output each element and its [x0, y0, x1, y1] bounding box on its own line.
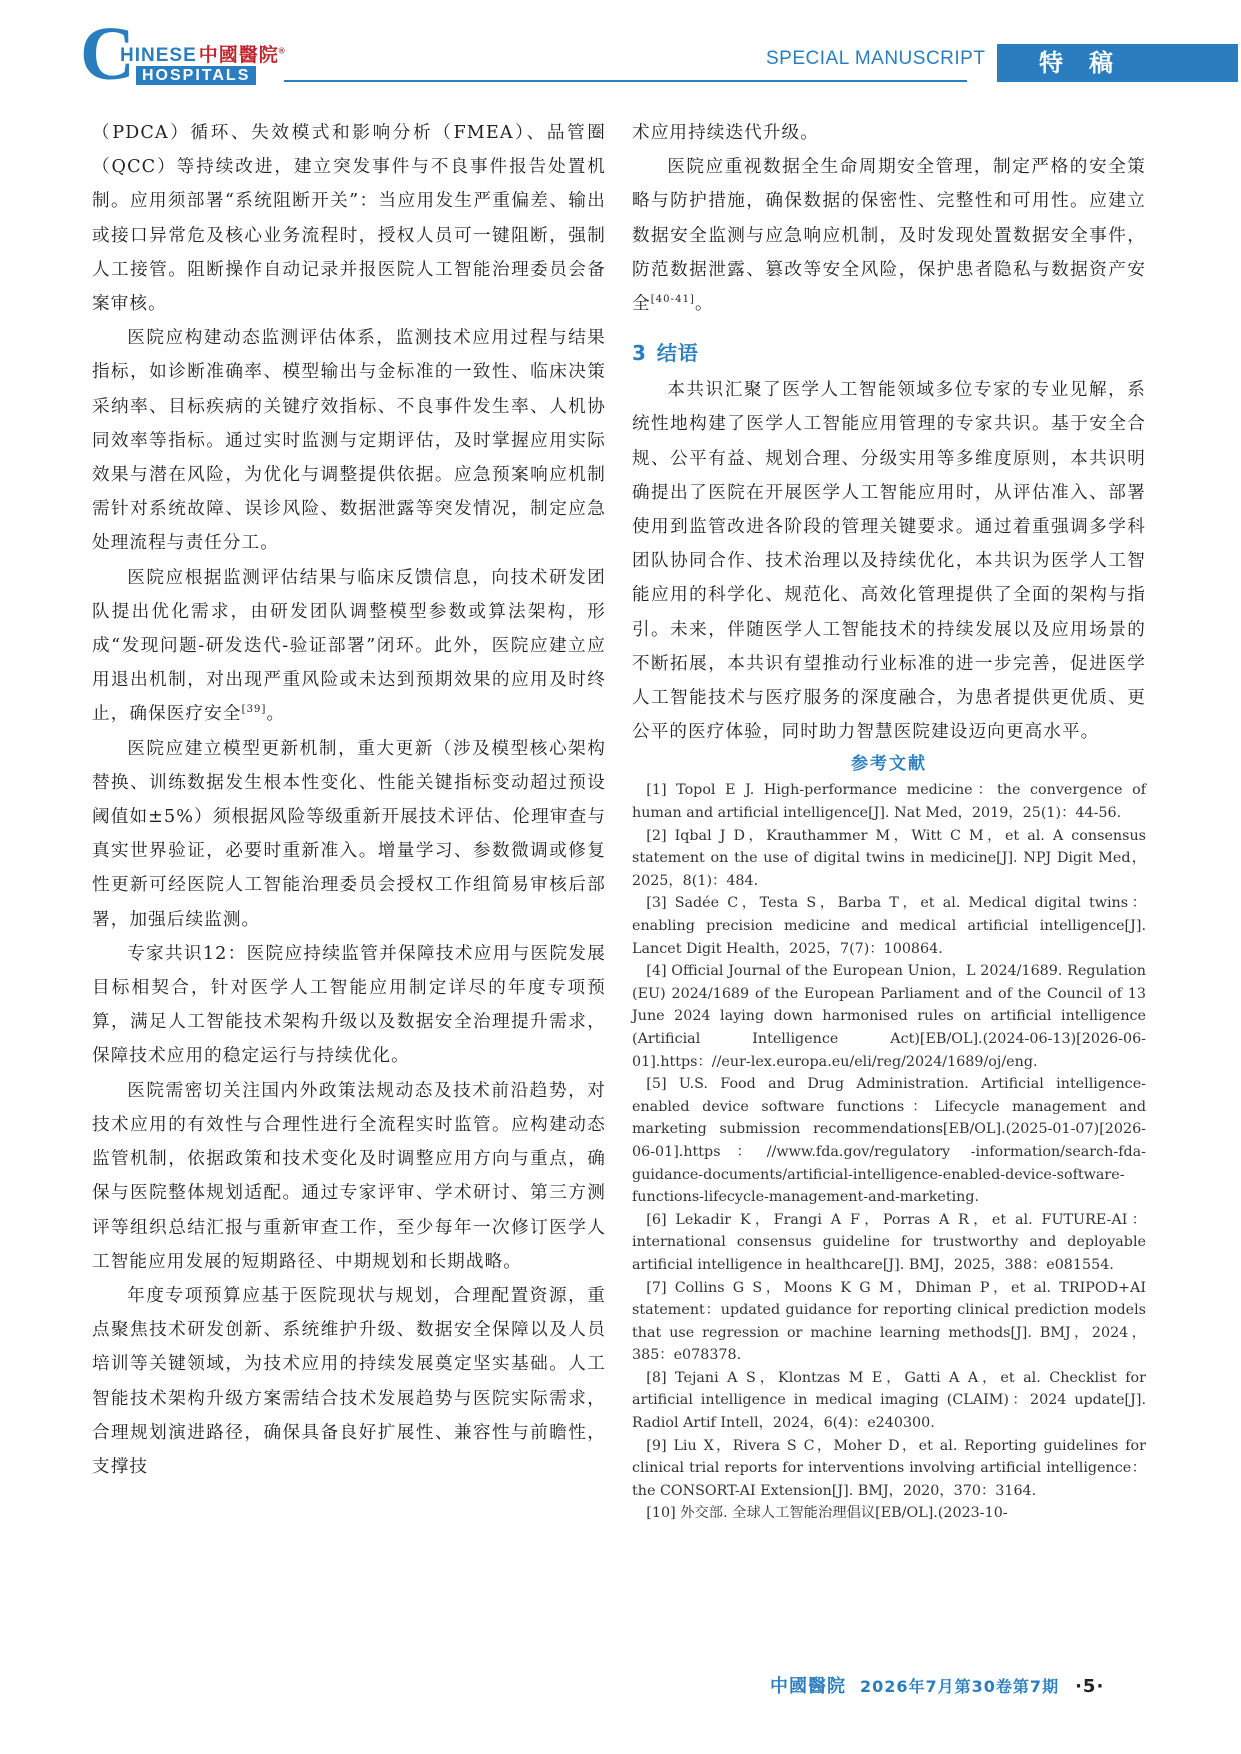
paragraph: 医院应构建动态监测评估体系，监测技术应用过程与结果指标，如诊断准确率、模型输出与金标准的一致性、临床决策采纳率、目标疾病的关键疗效指标、不良事件发生率、人机协同效率等指标。通过实时监测与定期评估，及时掌握应用实际效果与潜在风险，为优化与调整提供依据。应急预案响应机制需针对系统故障、误诊风险、数据泄露等突发情况，制定应急处理流程与责任分工。 [92, 328, 606, 554]
paragraph [632, 150, 1146, 321]
page-number: ·5· [1075, 1676, 1105, 1697]
paragraph-tail: 。 [266, 704, 286, 725]
reference-item: [5] U.S. Food and Drug Administration. Artificial intelligence-enabled device software functions：Lifecycle management and marketing submission recommendations[EB/OL].(2025-01-07)[2026-06-01].https：//www.fda.gov/regulatory -information/search-fda-guidance-documents/artificial-intelligence-enabled-device-software-functions-lifecycle-management-and-marketing. [632, 1076, 1146, 1206]
paragraph-text: 医院应根据监测评估结果与临床反馈信息，向技术研发团队提出优化需求，由研发团队调整模型参数或算法架构，形成“发现问题-研发迭代-验证部署”闭环。此外，医院应建立应用退出机制，对出现严重风险或未达到预期效果的应用及时终止，确保医疗安全 [92, 567, 606, 725]
section-title: 结语 [656, 341, 699, 366]
left-column [92, 116, 606, 1484]
paragraph: 医院应建立模型更新机制，重大更新（涉及模型核心架构替换、训练数据发生根本性变化、性能关键指标变动超过预设阈值如±5%）须根据风险等级重新开展技术评估、伦理审查与真实世界验证，必要时重新准入。增量学习、参数微调或修复性更新可经医院人工智能治理委员会授权工作组简易审核后部署，加强后续监测。 [92, 738, 606, 930]
section-label-en: SPECIAL MANUSCRIPT [766, 48, 986, 69]
paragraph-text: 医院应重视数据全生命周期安全管理，制定严格的安全策略与防护措施，确保数据的保密性、完整性和可用性。应建立数据安全监测与应急响应机制，及时发现处置数据安全事件，防范数据泄露、篡改等安全风险，保护患者隐私与数据资产安全 [632, 157, 1146, 315]
journal-logo [80, 12, 286, 96]
paragraph [92, 561, 606, 732]
reference-item: [3] Sadée C，Testa S，Barba T，et al. Medical digital twins：enabling precision medicine and medical artificial intelligence[J]. Lancet Digit Health，2025，7(7)：100864. [632, 895, 1146, 957]
citation: [40-41] [650, 294, 696, 306]
footer-brand: 中國醫院 [770, 1676, 846, 1697]
paragraph-tail: 。 [695, 294, 714, 315]
paragraph-continued: 术应用持续迭代升级。 [632, 123, 819, 143]
paragraph: 年度专项预算应基于医院现状与规划，合理配置资源，重点聚焦技术研发创新、系统维护升级、数据安全保障以及人员培训等关键领域，为技术应用的持续发展奠定坚实基础。人工智能技术架构升级方案需结合技术发展趋势与医院实际需求，合理规划演进路径，确保具备良好扩展性、兼容性与前瞻性，支撑技 [92, 1285, 606, 1477]
section-heading [632, 335, 1146, 371]
paragraph: 本共识汇聚了医学人工智能领域多位专家的专业见解，系统性地构建了医学人工智能应用管理的专家共识。基于安全合规、公平有益、规划合理、分级实用等多维度原则，本共识明确提出了医院在开展医学人工智能应用时，从评估准入、部署使用到监管改进各阶段的管理关键要求。通过着重强调多学科团队协同合作、技术治理以及持续优化，本共识为医学人工智能应用的科学化、规范化、高效化管理提供了全面的架构与指引。未来，伴随医学人工智能技术的持续发展以及应用场景的不断拓展，本共识有望推动行业标准的进一步完善，促进医学人工智能技术与医疗服务的深度融合，为患者提供更优质、更公平的医疗体验，同时助力智慧医院建设迈向更高水平。 [632, 380, 1146, 743]
footer-issue: 2026年7月第30卷第7期 [860, 1677, 1060, 1696]
right-column [632, 116, 1146, 1525]
logo-text-cn: 中國醫院 [198, 44, 279, 66]
section-label-cn: 特稿 [997, 44, 1238, 82]
reference-item: [2] Iqbal J D，Krauthammer M，Witt C M，et al. A consensus statement on the use of digital twins in medicine[J]. NPJ Digit Med，2025，8(1)：484. [632, 827, 1146, 889]
citation: [39] [241, 704, 267, 716]
paragraph: 医院需密切关注国内外政策法规动态及技术前沿趋势，对技术应用的有效性与合理性进行全流程实时监管。应构建动态监管机制，依据政策和技术变化及时调整应用方向与重点，确保与医院整体规划适配。通过专家评审、学术研讨、第三方测评等组织总结汇报与重新审查工作，至少每年一次修订医学人工智能应用发展的短期路径、中期规划和长期战略。 [92, 1080, 606, 1272]
reference-item: [10] 外交部. 全球人工智能治理倡议[EB/OL].(2023-10- [646, 1505, 1008, 1522]
section-number: 3 [632, 341, 647, 366]
references-heading: 参考文献 [851, 754, 927, 775]
logo-line2: HOSPITALS [136, 66, 256, 85]
header-rule [284, 80, 967, 82]
reference-item: [9] Liu X，Rivera S C，Moher D，et al. Reporting guidelines for clinical trial reports for interventions involving artificial intelligence：the CONSORT-AI Extension[J]. BMJ，2020，370：3164. [632, 1437, 1146, 1499]
logo-text-en: HINESE [120, 45, 197, 66]
page-footer [770, 1672, 1104, 1698]
logo-letter: C [80, 12, 135, 96]
reference-item: [1] Topol E J. High-performance medicine：the convergence of human and artificial intelligence[J]. Nat Med，2019，25(1)：44-56. [632, 782, 1146, 822]
logo-line1 [120, 40, 286, 67]
reference-item: [8] Tejani A S，Klontzas M E，Gatti A A，et al. Checklist for artificial intelligence in medical imaging (CLAIM)：2024 update[J]. Radiol Artif Intell，2024，6(4)：e240300. [632, 1369, 1146, 1432]
reference-item: [4] Official Journal of the European Union，L 2024/1689. Regulation (EU) 2024/1689 of the European Parliament and of the Council of 13 June 2024 laying down harmonised rules on artificial intelligence (Artificial Intelligence Act)[EB/OL].(2024-06-13)[2026-06-01].https：//eur-lex.europa.eu/eli/reg/2024/1689/oj/eng. [632, 963, 1146, 1070]
paragraph: （PDCA）循环、失效模式和影响分析（FMEA）、品管圈（QCC）等持续改进，建立突发事件与不良事件报告处置机制。应用须部署“系统阻断开关”：当应用发生严重偏差、输出或接口异常危及核心业务流程时，授权人员可一键阻断，强制人工接管。阻断操作自动记录并报医院人工智能治理委员会备案审核。 [92, 123, 606, 315]
logo-mark: ® [278, 46, 286, 56]
paragraph: 专家共识12：医院应持续监管并保障技术应用与医院发展目标相契合，针对医学人工智能应用制定详尽的年度专项预算，满足人工智能技术架构升级以及数据安全治理提升需求，保障技术应用的稳定运行与持续优化。 [92, 943, 606, 1067]
reference-list [632, 779, 1146, 1525]
reference-item: [6] Lekadir K，Frangi A F，Porras A R，et al. FUTURE-AI：international consensus guideline for trustworthy and deployable artificial intelligence in healthcare[J]. BMJ，2025，388：e081554. [632, 1211, 1146, 1273]
reference-item: [7] Collins G S，Moons K G M，Dhiman P，et al. TRIPOD+AI statement：updated guidance for reporting clinical prediction models that use regression or machine learning methods[J]. BMJ，2024，385：e078378. [632, 1279, 1146, 1364]
